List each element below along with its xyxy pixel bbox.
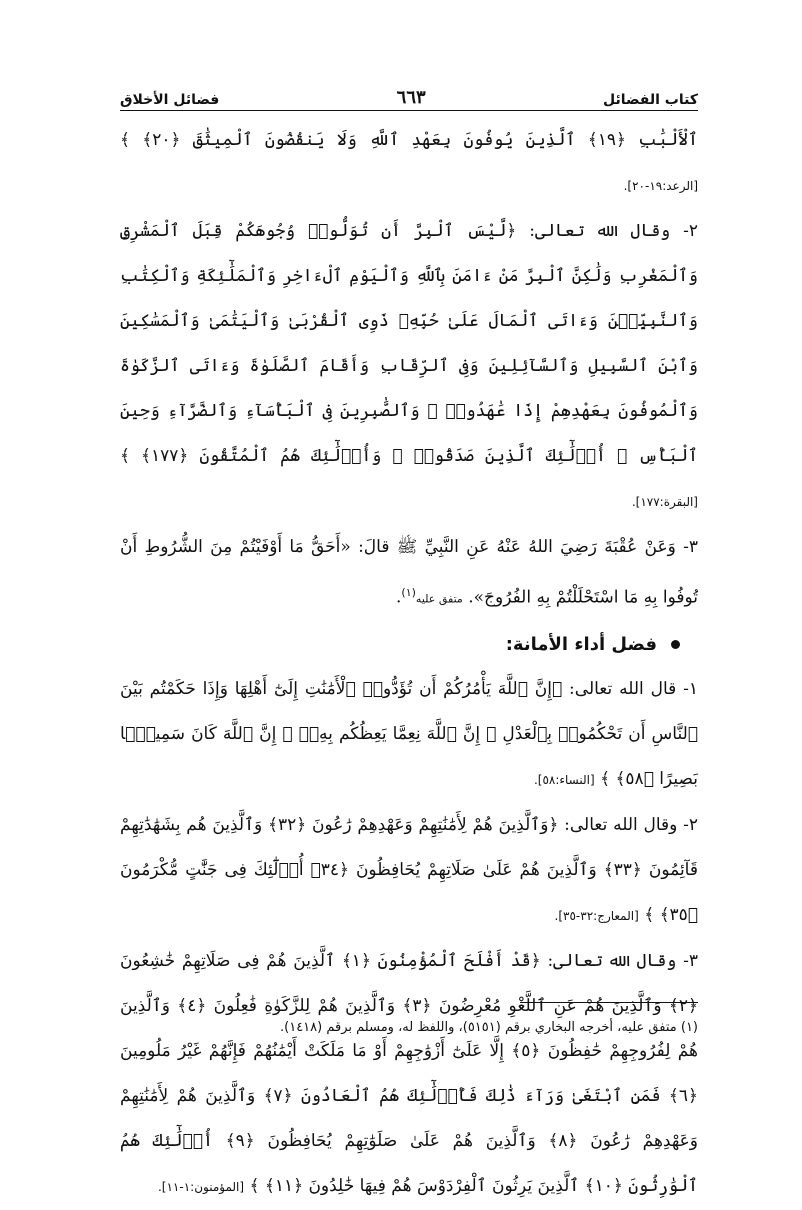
section-heading [120, 622, 698, 667]
running-header [120, 78, 698, 108]
paragraph-amanah-2 [120, 803, 698, 939]
page-body [120, 118, 698, 1210]
verse-reference: [البقرة:١٧٧]. [631, 495, 698, 509]
paragraph-intro: ٢- وقال الله تعالى: [516, 221, 698, 241]
paragraph-intro: ٣- وقال الله تعالى: [540, 950, 698, 971]
footnote: (١) متفق عليه، أخرجه البخاري برقم (٥١٥١)، واللفظ له، ومسلم برقم (١٤١٨). [280, 1020, 698, 1035]
verse-reference: [المؤمنون:١-١١]. [157, 1179, 245, 1194]
bullet-icon [671, 640, 680, 649]
paragraph-verse-2 [120, 209, 698, 525]
quran-text: ﴿قَدْ أَفْلَحَ ٱلْمُؤْمِنُونَ ﴿١﴾ ٱلَّذِينَ هُمْ فِى صَلَاتِهِمْ خَٰشِعُونَ ﴿٢﴾ وَٱلَّذِينَ هُمْ عَنِ ٱللَّغْوِ مُعْرِضُونَ ﴿٣﴾ وَٱلَّذِينَ هُمْ لِلزَّكَوٰةِ فَٰعِلُونَ ﴿٤﴾ وَٱلَّذِينَ هُمْ لِفُرُوجِهِمْ حَٰفِظُونَ ﴿٥﴾ إِلَّا عَلَىٰٓ أَزْوَٰجِهِمْ أَوْ مَا مَلَكَتْ أَيْمَٰنُهُمْ فَإِنَّهُمْ غَيْرُ مَلُومِينَ ﴿٦﴾ فَمَنِ ٱبْتَغَىٰ وَرَآءَ ذَٰلِكَ فَأُو۟لَٰٓئِكَ هُمُ ٱلْعَادُونَ ﴿٧﴾ وَٱلَّذِينَ هُمْ لِأَمَٰنَٰتِهِمْ وَعَهْدِهِمْ رَٰعُونَ ﴿٨﴾ وَٱلَّذِينَ هُمْ عَلَىٰ صَلَوَٰتِهِمْ يُحَافِظُونَ ﴿٩﴾ أُو۟لَٰٓئِكَ هُمُ ٱلْوَٰرِثُونَ ﴿١٠﴾ ٱلَّذِينَ يَرِثُونَ ٱلْفِرْدَوْسَ هُمْ فِيهَا خَٰلِدُونَ ﴿١١﴾ ﴾ [120, 950, 699, 1196]
page-number: ٦٦٣ [396, 87, 426, 108]
book-title: كتاب الفضائل [603, 92, 698, 108]
quran-text: ﴿لَّيْسَ ٱلْبِرَّ أَن تُوَلُّوا۟ وُجُوهَكُمْ قِبَلَ ٱلْمَشْرِقِ وَٱلْمَغْرِبِ وَلَٰكِنَّ ٱلْبِرَّ مَنْ ءَامَنَ بِٱللَّهِ وَٱلْيَوْمِ ٱلْءَاخِرِ وَٱلْمَلَٰٓئِكَةِ وَٱلْكِتَٰبِ وَٱلنَّبِيِّـۧنَ وَءَاتَى ٱلْمَالَ عَلَىٰ حُبِّهِۦ ذَوِى ٱلْقُرْبَىٰ وَٱلْيَتَٰمَىٰ وَٱلْمَسَٰكِينَ وَٱبْنَ ٱلسَّبِيلِ وَٱلسَّآئِلِينَ وَفِى ٱلرِّقَابِ وَأَقَامَ ٱلصَّلَوٰةَ وَءَاتَى ٱلزَّكَوٰةَ وَٱلْمُوفُونَ بِعَهْدِهِمْ إِذَا عَٰهَدُوا۟ ۖ وَٱلصَّٰبِرِينَ فِى ٱلْبَأْسَآءِ وَٱلضَّرَّآءِ وَحِينَ ٱلْبَأْسِ ۗ أُو۟لَٰٓئِكَ ٱلَّذِينَ صَدَقُوا۟ ۖ وَأُو۟لَٰٓئِكَ هُمُ ٱلْمُتَّقُونَ ﴿١٧٧﴾ ﴾ [120, 221, 699, 466]
hadith-text: ٣- وَعَنْ عُقْبَةَ رَضِيَ اللهُ عَنْهُ عَنِ النَّبِيِّ ﷺ قالَ: «أَحَقُّ مَا أَوْفَيْتُمْ مِنَ الشُّرُوطِ أَنْ تُوفُوا بِهِ مَا اسْتَحْلَلْتُمْ بِهِ الفُرُوجَ». [120, 537, 698, 608]
paragraph-intro: ١- قال الله تعالى: [562, 678, 698, 699]
paragraph-amanah-1 [120, 667, 698, 803]
header-divider [120, 110, 698, 111]
verse-continuation [120, 118, 698, 209]
verse-reference: [الرعد:١٩-٢٠]. [623, 179, 698, 193]
quran-text: ﴿إِنَّ ٱللَّهَ يَأْمُرُكُمْ أَن تُؤَدُّوا۟ ٱلْأَمَٰنَٰتِ إِلَىٰٓ أَهْلِهَا وَإِذَا حَكَمْتُم بَيْنَ ٱلنَّاسِ أَن تَحْكُمُوا۟ بِٱلْعَدْلِ ۚ إِنَّ ٱللَّهَ نِعِمَّا يَعِظُكُم بِهِۦٓ ۗ إِنَّ ٱللَّهَ كَانَ سَمِيعًۢا بَصِيرًا ﴿٥٨﴾ ﴾ [120, 678, 698, 789]
quran-text: ٱلْأَلْبَٰبِ ﴿١٩﴾ ٱلَّذِينَ يُوفُونَ بِعَهْدِ ٱللَّهِ وَلَا يَنقُضُونَ ٱلْمِيثَٰقَ ﴿٢٠﴾ ﴾ [120, 130, 698, 150]
verse-reference: [المعارج:٣٢-٣٥]. [554, 908, 639, 923]
paragraph-hadith-3: ٣- وَعَنْ عُقْبَةَ رَضِيَ اللهُ عَنْهُ عَنِ النَّبِيِّ ﷺ قالَ: «أَحَقُّ مَا أَوْفَيْتُمْ مِنَ الشُّرُوطِ أَنْ تُوفُوا بِهِ مَا اسْتَحْلَلْتُمْ بِهِ الفُرُوجَ». متفق عليه$^{(١)}$. [120, 537, 698, 608]
hadith-grading: متفق عليه [415, 592, 463, 606]
footnote-divider [520, 1002, 698, 1003]
section-title: فضل أداء الأمانة: [505, 633, 657, 655]
paragraph-amanah-3 [120, 939, 698, 1210]
footnote-marker[interactable]: (١) [401, 586, 416, 599]
quran-text: ﴿وَٱلَّذِينَ هُمْ لِأَمَٰنَٰتِهِمْ وَعَهْدِهِمْ رَٰعُونَ ﴿٣٢﴾ وَٱلَّذِينَ هُم بِشَهَٰدَٰتِهِمْ قَآئِمُونَ ﴿٣٣﴾ وَٱلَّذِينَ هُمْ عَلَىٰ صَلَاتِهِمْ يُحَافِظُونَ ﴿٣٤﴾ أُو۟لَٰٓئِكَ فِى جَنَّٰتٍ مُّكْرَمُونَ ﴿٣٥﴾ ﴾ [120, 814, 698, 925]
paragraph-intro: ٢- وقال الله تعالى: [558, 814, 699, 835]
chapter-title: فضائل الأخلاق [120, 92, 220, 108]
verse-reference: [النساء:٥٨]. [533, 772, 595, 787]
